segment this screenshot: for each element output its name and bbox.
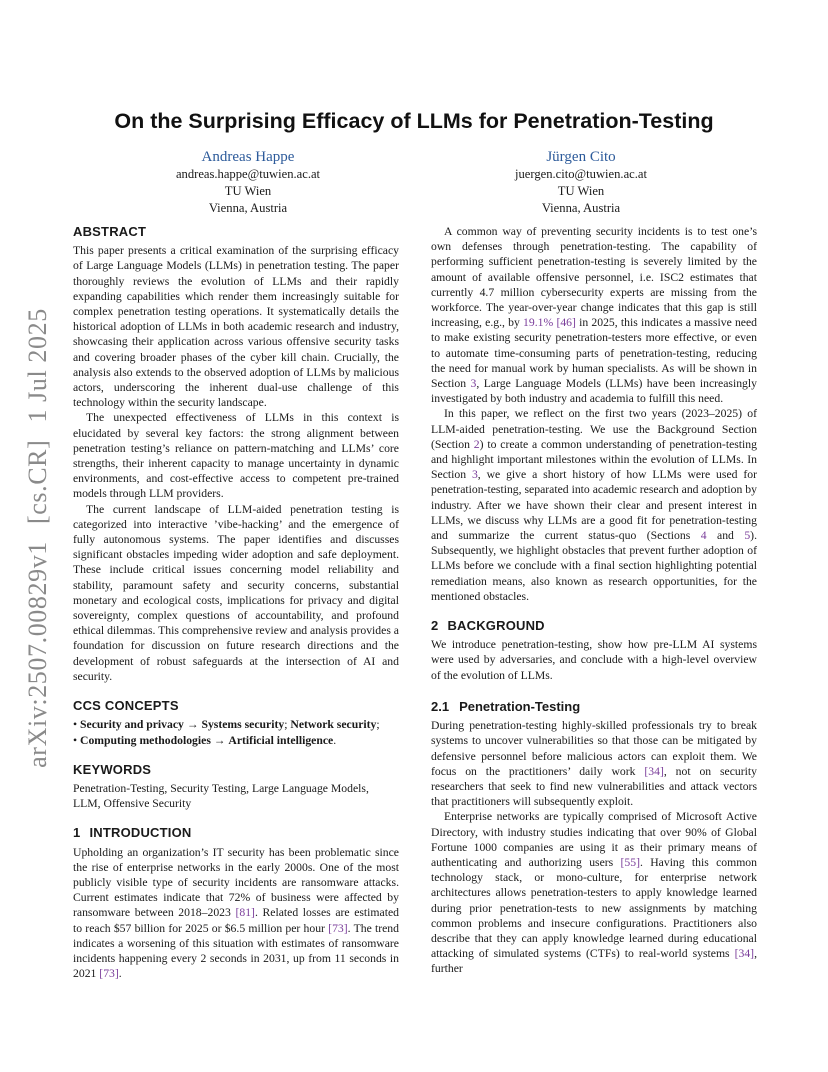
section-link[interactable]: 2 <box>473 437 480 451</box>
abstract-paragraph: The unexpected effectiveness of LLMs in this context is elucidated by several key factors: the strong alignment between penetration testing’s reliance on pattern-matching and LLMs’ core strengths, their inherent capacity to manage uncertainty in dynamic environments, and cost-effective access to competent pre-trained models through LLM providers. <box>73 411 399 501</box>
author-block <box>451 148 711 217</box>
author-affiliation: TU Wien <box>224 184 272 198</box>
pentest-paragraph: During penetration-testing highly-skilled professionals try to break systems to uncover vulnerabilities so that those can be mitigated by defensive personnel before malicious actors can exploit them. We focus on the practitioners’ daily work [34], not on security researchers that seek to find new vulnerabilities and attack vectors that practitioners will subsequently exploit. <box>431 719 758 809</box>
author-location: Vienna, Austria <box>541 201 621 215</box>
section-link[interactable]: 5 <box>744 529 751 543</box>
abstract-heading: ABSTRACT <box>73 224 147 239</box>
citation-link[interactable]: [73] <box>99 967 119 981</box>
author-email: juergen.cito@tuwien.ac.at <box>514 167 647 181</box>
author-name[interactable]: Andreas Happe <box>201 149 295 165</box>
arxiv-id[interactable]: arXiv:2507.00829v1 <box>23 541 52 768</box>
citation-link[interactable]: [73] <box>328 921 348 935</box>
ccs-line: • Computing methodologies → Artificial intelligence. <box>73 733 337 747</box>
arxiv-date: 1 Jul 2025 <box>23 308 52 423</box>
arxiv-identifier <box>23 303 53 773</box>
paper-title: On the Surprising Efficacy of LLMs for Penetration-Testing <box>114 109 714 133</box>
section-link[interactable]: 3 <box>470 377 477 391</box>
citation-link[interactable]: [46] <box>556 316 576 330</box>
section-heading-background: 2 BACKGROUND <box>431 618 545 634</box>
section-heading-introduction: 1 INTRODUCTION <box>73 825 192 841</box>
subsection-heading-penetration-testing: 2.1 Penetration-Testing <box>431 698 581 714</box>
citation-link[interactable]: [34] <box>734 947 755 961</box>
abstract-paragraph: This paper presents a critical examination of the surprising efficacy of Large Language Models (LLMs) in penetration testing. The paper thoroughly reviews the evolution of LLMs and their rapidly expanding capabilities which render them increasingly suitable for complex penetration testing operations. It systematically details the historical adoption of LLMs in both academic research and industry, showcasing their application across various offensive security tasks and covering broader phases of the cyber kill chain. Crucially, the analysis also extends to the observed adoption of LLMs by malicious actors, underscoring the inherent dual-use challenge of this technology within the security landscape. <box>73 244 399 410</box>
abstract-paragraph: The current landscape of LLM-aided penetration testing is categorized into interactive ’vibe-hacking’ and the emergence of fully autonomous systems. The paper identifies and discusses significant obstacles impeding wider adoption and safe deployment. These include critical issues concerning model reliability and stability, paramount safety and security concerns, substantial monetary and ecological costs, implications for privacy and digital sovereignty, complex questions of accountability, and profound ethical dilemmas. This comprehensive review and analysis provides a foundation for discussion on future research directions and the development of robust safeguards at the intersection of AI and security. <box>73 502 399 683</box>
author-affiliation: TU Wien <box>557 184 605 198</box>
author-location: Vienna, Austria <box>208 201 288 215</box>
background-paragraph: We introduce penetration-testing, show how pre-LLM AI systems were used by adversaries, and conclude with a high-level overview of the evolution of LLMs. <box>431 638 757 682</box>
section-link[interactable]: 3 <box>471 468 478 482</box>
ccs-line: • Security and privacy → Systems security; Network security; <box>73 718 380 732</box>
citation-link[interactable]: [81] <box>235 906 255 920</box>
reference-link[interactable]: 19.1% <box>523 316 554 330</box>
keywords-heading: KEYWORDS <box>73 761 152 777</box>
pentest-paragraph: Enterprise networks are typically comprised of Microsoft Active Directory, with industry studies indicating that over 90% of Global Fortune 1000 companies are using it as their primary means of authenticating and authorizing users [55]. Having this common technology stack, or mono-culture, for enterprise network architectures allows penetration-testers to apply knowledge learned during prior penetration-tests to new assignments by matching common problems and insecure configurations. Practitioners also describe that they can apply knowledge learned during educational attacking of simulated systems (CTFs) to real-world systems [34], further <box>431 810 757 976</box>
author-block <box>118 148 378 217</box>
author-email: andreas.happe@tuwien.ac.at <box>175 167 321 181</box>
citation-link[interactable]: [55] <box>620 855 640 869</box>
ccs-heading: CCS CONCEPTS <box>73 698 179 714</box>
intro-paragraph: Upholding an organization’s IT security has been problematic since the rise of enterprise networks in the early 2000s. One of the most publicly visible type of security incidents are ransomware attacks. Current estimates indicate that 72% of business were affected by ransomware between 2018–2023 [81]. Related losses are estimated to reach $57 billion for 2025 or $6.5 million per hour [73]. The trend indicates a worsening of this situation with estimates of ransomware incidents happening every 2 seconds in 2031, up from 11 seconds in 2021 [73]. <box>73 845 399 981</box>
ccs-concepts <box>73 717 399 747</box>
section-link[interactable]: 4 <box>700 529 707 543</box>
citation-link[interactable]: [34] <box>644 764 664 778</box>
author-name[interactable]: Jürgen Cito <box>546 149 616 165</box>
arxiv-category: [cs.CR] <box>23 439 52 524</box>
intro-paragraph: A common way of preventing security incidents is to test one’s own defenses through penetration-testing. The capability of performing sufficient penetration-testing is severely limited by the amount of available offensive personnel, i.e. ISC2 estimates that currently 4.7 million cybersecurity experts are missing from the workforce. The year-over-year change indicates that this gap is still increasing, e.g., by 19.1% [46] in 2025, this indicates a massive need to make existing security penetration-testers more effective, or even to automate time-consuming parts of penetration-testing, reducing the need for manual work by human specialists. As will be shown in Section 3, Large Language Models (LLMs) have been increasingly investigated by both industry and academia to fulfill this need. <box>431 225 758 406</box>
right-column <box>431 224 757 977</box>
intro-paragraph: In this paper, we reflect on the first two years (2023–2025) of LLM-aided penetration-testing. We use the Background Section (Section 2) to create a common understanding of penetration-testing and highlight important milestones within the evolution of LLMs. In Section 3, we give a short history of how LLMs were used for penetration-testing, separated into academic research and adoption by industry. After we have shown their clear and present interest in LLMs, we discuss why LLMs are a good fit for penetration-testing and summarize the current status-quo (Sections 4 and 5). Subsequently, we highlight obstacles that prevent further adoption of LLMs before we conclude with a final section highlighting potential remediation means, also known as research opportunities, for the mentioned obstacles. <box>431 407 757 603</box>
left-column <box>73 224 399 981</box>
keywords-text: Penetration-Testing, Security Testing, Large Language Models, LLM, Offensive Security <box>73 781 369 811</box>
